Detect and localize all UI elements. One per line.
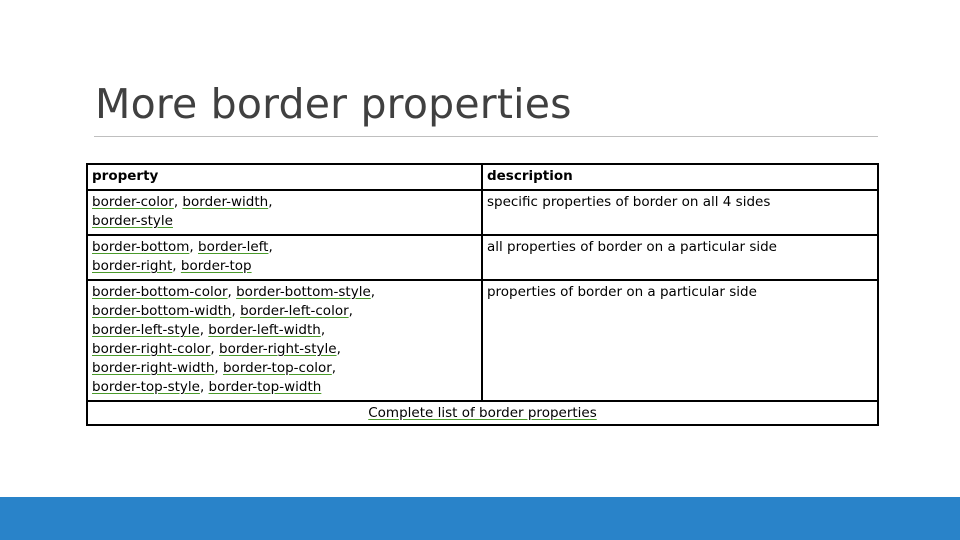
description-cell: all properties of border on a particular side	[482, 235, 878, 280]
table-footer-row	[87, 401, 878, 425]
property-link[interactable]: border-bottom-style	[236, 284, 371, 300]
property-cell: border-bottom, border-left, border-right, border-top	[87, 235, 482, 280]
property-cell: border-bottom-color, border-bottom-style, border-bottom-width, border-left-color, border-left-style, border-left-width, border-right-color, border-right-style, border-right-width, border-top-color, border-top-style, border-top-width	[87, 280, 482, 401]
table-row	[87, 235, 878, 280]
property-link[interactable]: border-left-width	[208, 322, 321, 338]
property-link[interactable]: border-color	[92, 194, 174, 210]
title-divider	[94, 136, 878, 137]
table-row	[87, 280, 878, 401]
table-row	[87, 190, 878, 235]
property-link[interactable]: border-right-width	[92, 360, 215, 376]
table-header-row	[87, 164, 878, 190]
property-link[interactable]: border-top-width	[208, 379, 322, 395]
footer-cell	[87, 401, 878, 425]
bottom-accent-bar	[0, 497, 960, 540]
property-link[interactable]: border-right	[92, 258, 173, 274]
property-link[interactable]: border-top-color	[222, 360, 332, 376]
property-link[interactable]: border-top	[180, 258, 252, 274]
property-link[interactable]: border-left	[198, 239, 269, 255]
property-link[interactable]: border-bottom-width	[92, 303, 232, 319]
property-link[interactable]: border-left-color	[240, 303, 349, 319]
property-link[interactable]: border-right-color	[92, 341, 211, 357]
property-link[interactable]: border-bottom-color	[92, 284, 228, 300]
border-properties-table	[86, 163, 879, 426]
property-link[interactable]: border-right-style	[219, 341, 337, 357]
description-cell: properties of border on a particular side	[482, 280, 878, 401]
slide-title: More border properties	[95, 80, 572, 128]
property-link[interactable]: border-style	[92, 213, 173, 229]
header-property: property	[87, 164, 482, 190]
property-link[interactable]: border-left-style	[92, 322, 200, 338]
complete-list-link[interactable]: Complete list of border properties	[368, 405, 597, 421]
property-link[interactable]: border-width	[182, 194, 269, 210]
property-cell: border-color, border-width, border-style	[87, 190, 482, 235]
description-cell: specific properties of border on all 4 sides	[482, 190, 878, 235]
header-description: description	[482, 164, 878, 190]
property-link[interactable]: border-top-style	[92, 379, 200, 395]
property-link[interactable]: border-bottom	[92, 239, 190, 255]
